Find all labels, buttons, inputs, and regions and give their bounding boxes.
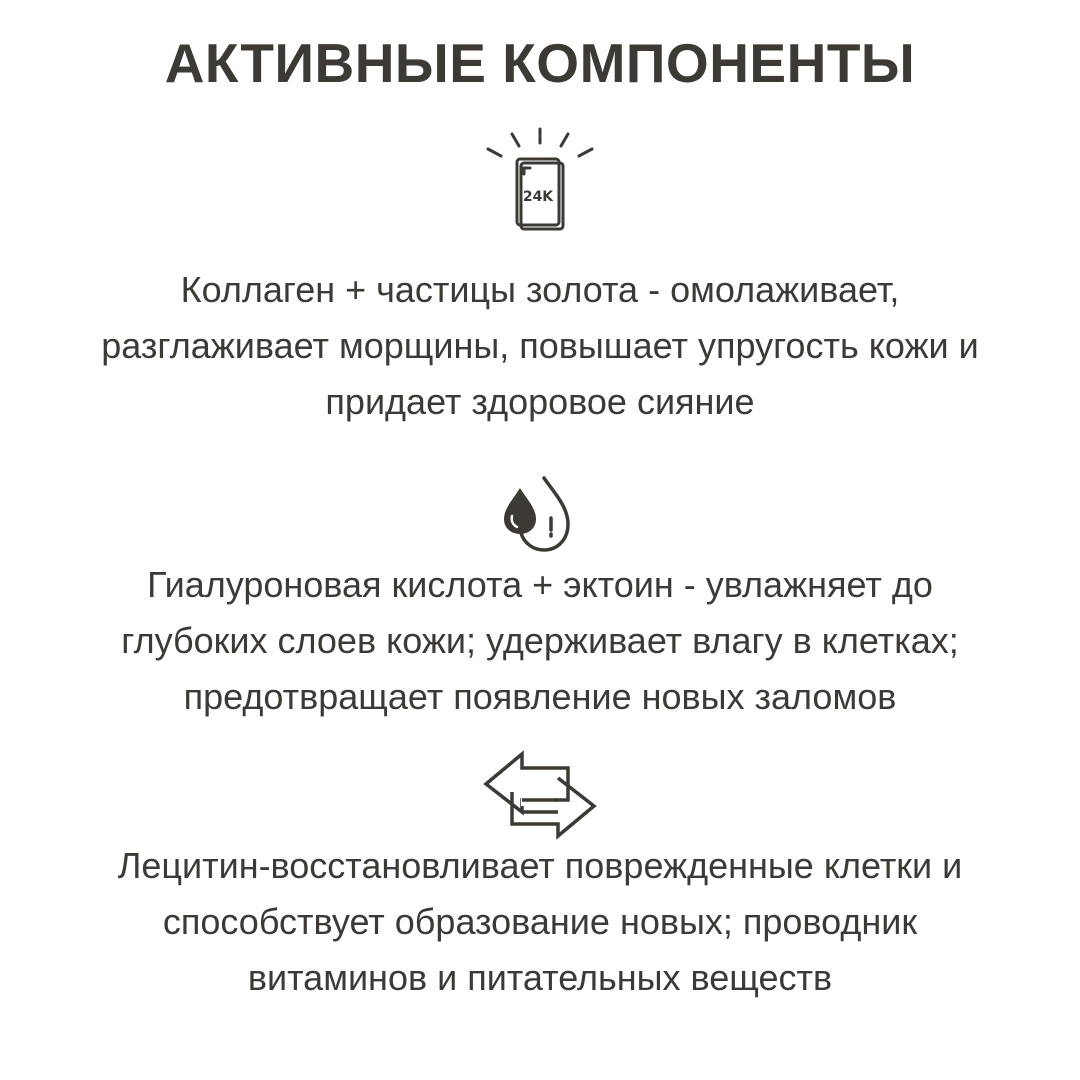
description-line: глубоких слоев кожи; удерживает влагу в клетках;: [121, 620, 959, 661]
water-drops-icon: [500, 474, 572, 554]
description-line: Лецитин-восстановливает поврежденные клетки и: [117, 845, 963, 886]
page-title: АКТИВНЫЕ КОМПОНЕНТЫ: [164, 32, 916, 94]
component-description-lecithin: [30, 838, 1050, 1006]
description-line: Коллаген + частицы золота - омолаживает,: [180, 269, 900, 310]
description-line: придает здоровое сияние: [325, 381, 755, 422]
component-description-collagen: [30, 262, 1050, 430]
description-line: способствует образование новых; проводник: [162, 901, 918, 942]
description-line: витаминов и питательных веществ: [247, 957, 833, 998]
component-description-hyaluronic: [30, 557, 1050, 725]
24k-label: 24K: [522, 189, 554, 205]
description-line: предотвращает появление новых заломов: [183, 676, 897, 717]
exchange-arrows-icon: [482, 750, 598, 840]
description-line: разглаживает морщины, повышает упругость кожи и: [101, 325, 979, 366]
gold-leaf-24k-icon: [484, 126, 596, 234]
description-line: Гиалуроновая кислота + эктоин - увлажняет до: [147, 564, 933, 605]
